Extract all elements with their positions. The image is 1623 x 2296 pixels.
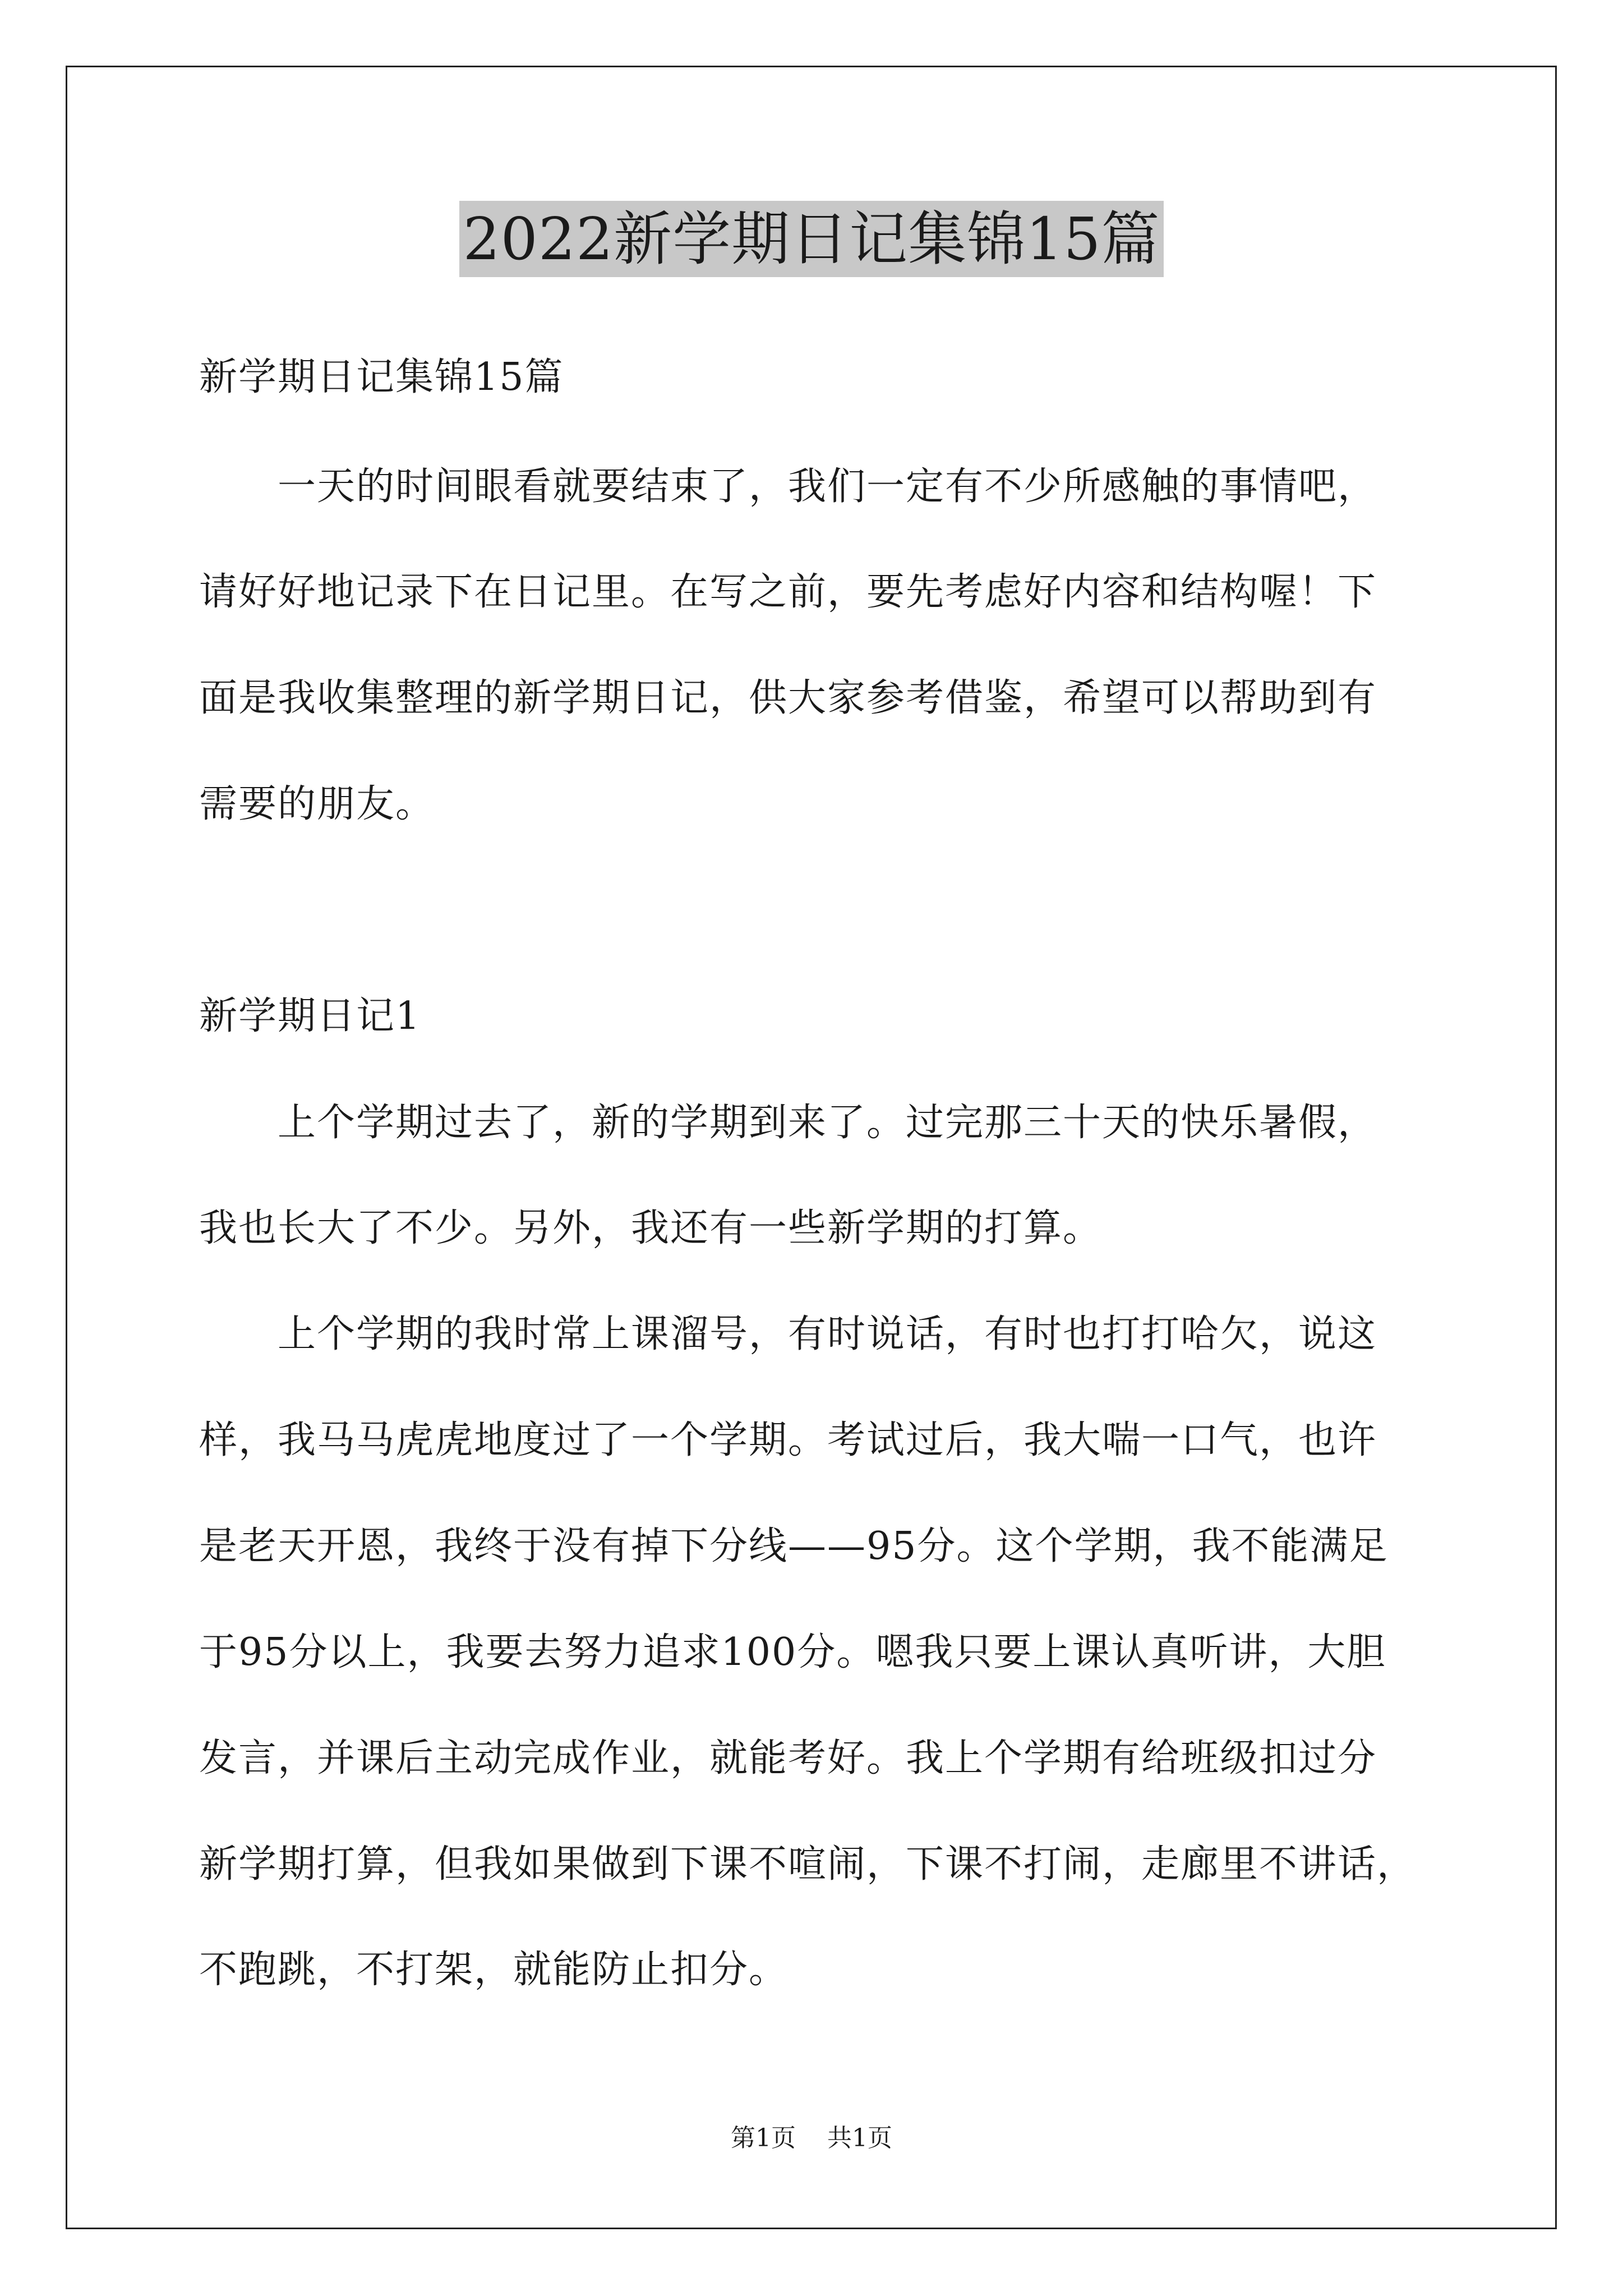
page-footer <box>0 2123 1623 2154</box>
section-heading: 新学期日记1 <box>199 994 421 1038</box>
intro-line-1: 一天的时间眼看就要结束了，我们一定有不少所感触的事情吧， <box>278 464 1377 509</box>
para2-line-3: 是老天开恩，我终于没有掉下分线——95分。这个学期，我不能满足 <box>199 1524 1389 1568</box>
para2-line-1: 上个学期的我时常上课溜号，有时说话，有时也打打哈欠，说这 <box>278 1312 1377 1356</box>
intro-line-3: 面是我收集整理的新学期日记，供大家参考借鉴，希望可以帮助到有 <box>199 676 1377 720</box>
para1-line-1: 上个学期过去了，新的学期到来了。过完那三十天的快乐暑假， <box>278 1101 1377 1145</box>
title-container <box>0 201 1623 277</box>
para1-line-2: 我也长大了不少。另外，我还有一些新学期的打算。 <box>199 1206 1103 1250</box>
document-title: 2022新学期日记集锦15篇 <box>459 201 1163 277</box>
subtitle: 新学期日记集锦15篇 <box>199 355 564 399</box>
para2-line-2: 样，我马马虎虎地度过了一个学期。考试过后，我大喘一口气，也许 <box>199 1418 1377 1462</box>
intro-line-2: 请好好地记录下在日记里。在写之前，要先考虑好内容和结构喔！下 <box>199 570 1377 614</box>
page-number-total: 共1页 <box>827 2124 892 2152</box>
para2-line-7: 不跑跳，不打架，就能防止扣分。 <box>199 1948 789 1992</box>
page-number-current: 第1页 <box>731 2124 796 2152</box>
para2-line-6: 新学期打算，但我如果做到下课不喧闹，下课不打闹，走廊里不讲话， <box>199 1842 1417 1887</box>
para2-line-4: 于95分以上，我要去努力追求100分。嗯我只要上课认真听讲，大胆 <box>199 1630 1386 1674</box>
intro-line-4: 需要的朋友。 <box>199 782 435 826</box>
para2-line-5: 发言，并课后主动完成作业，就能考好。我上个学期有给班级扣过分 <box>199 1736 1377 1780</box>
